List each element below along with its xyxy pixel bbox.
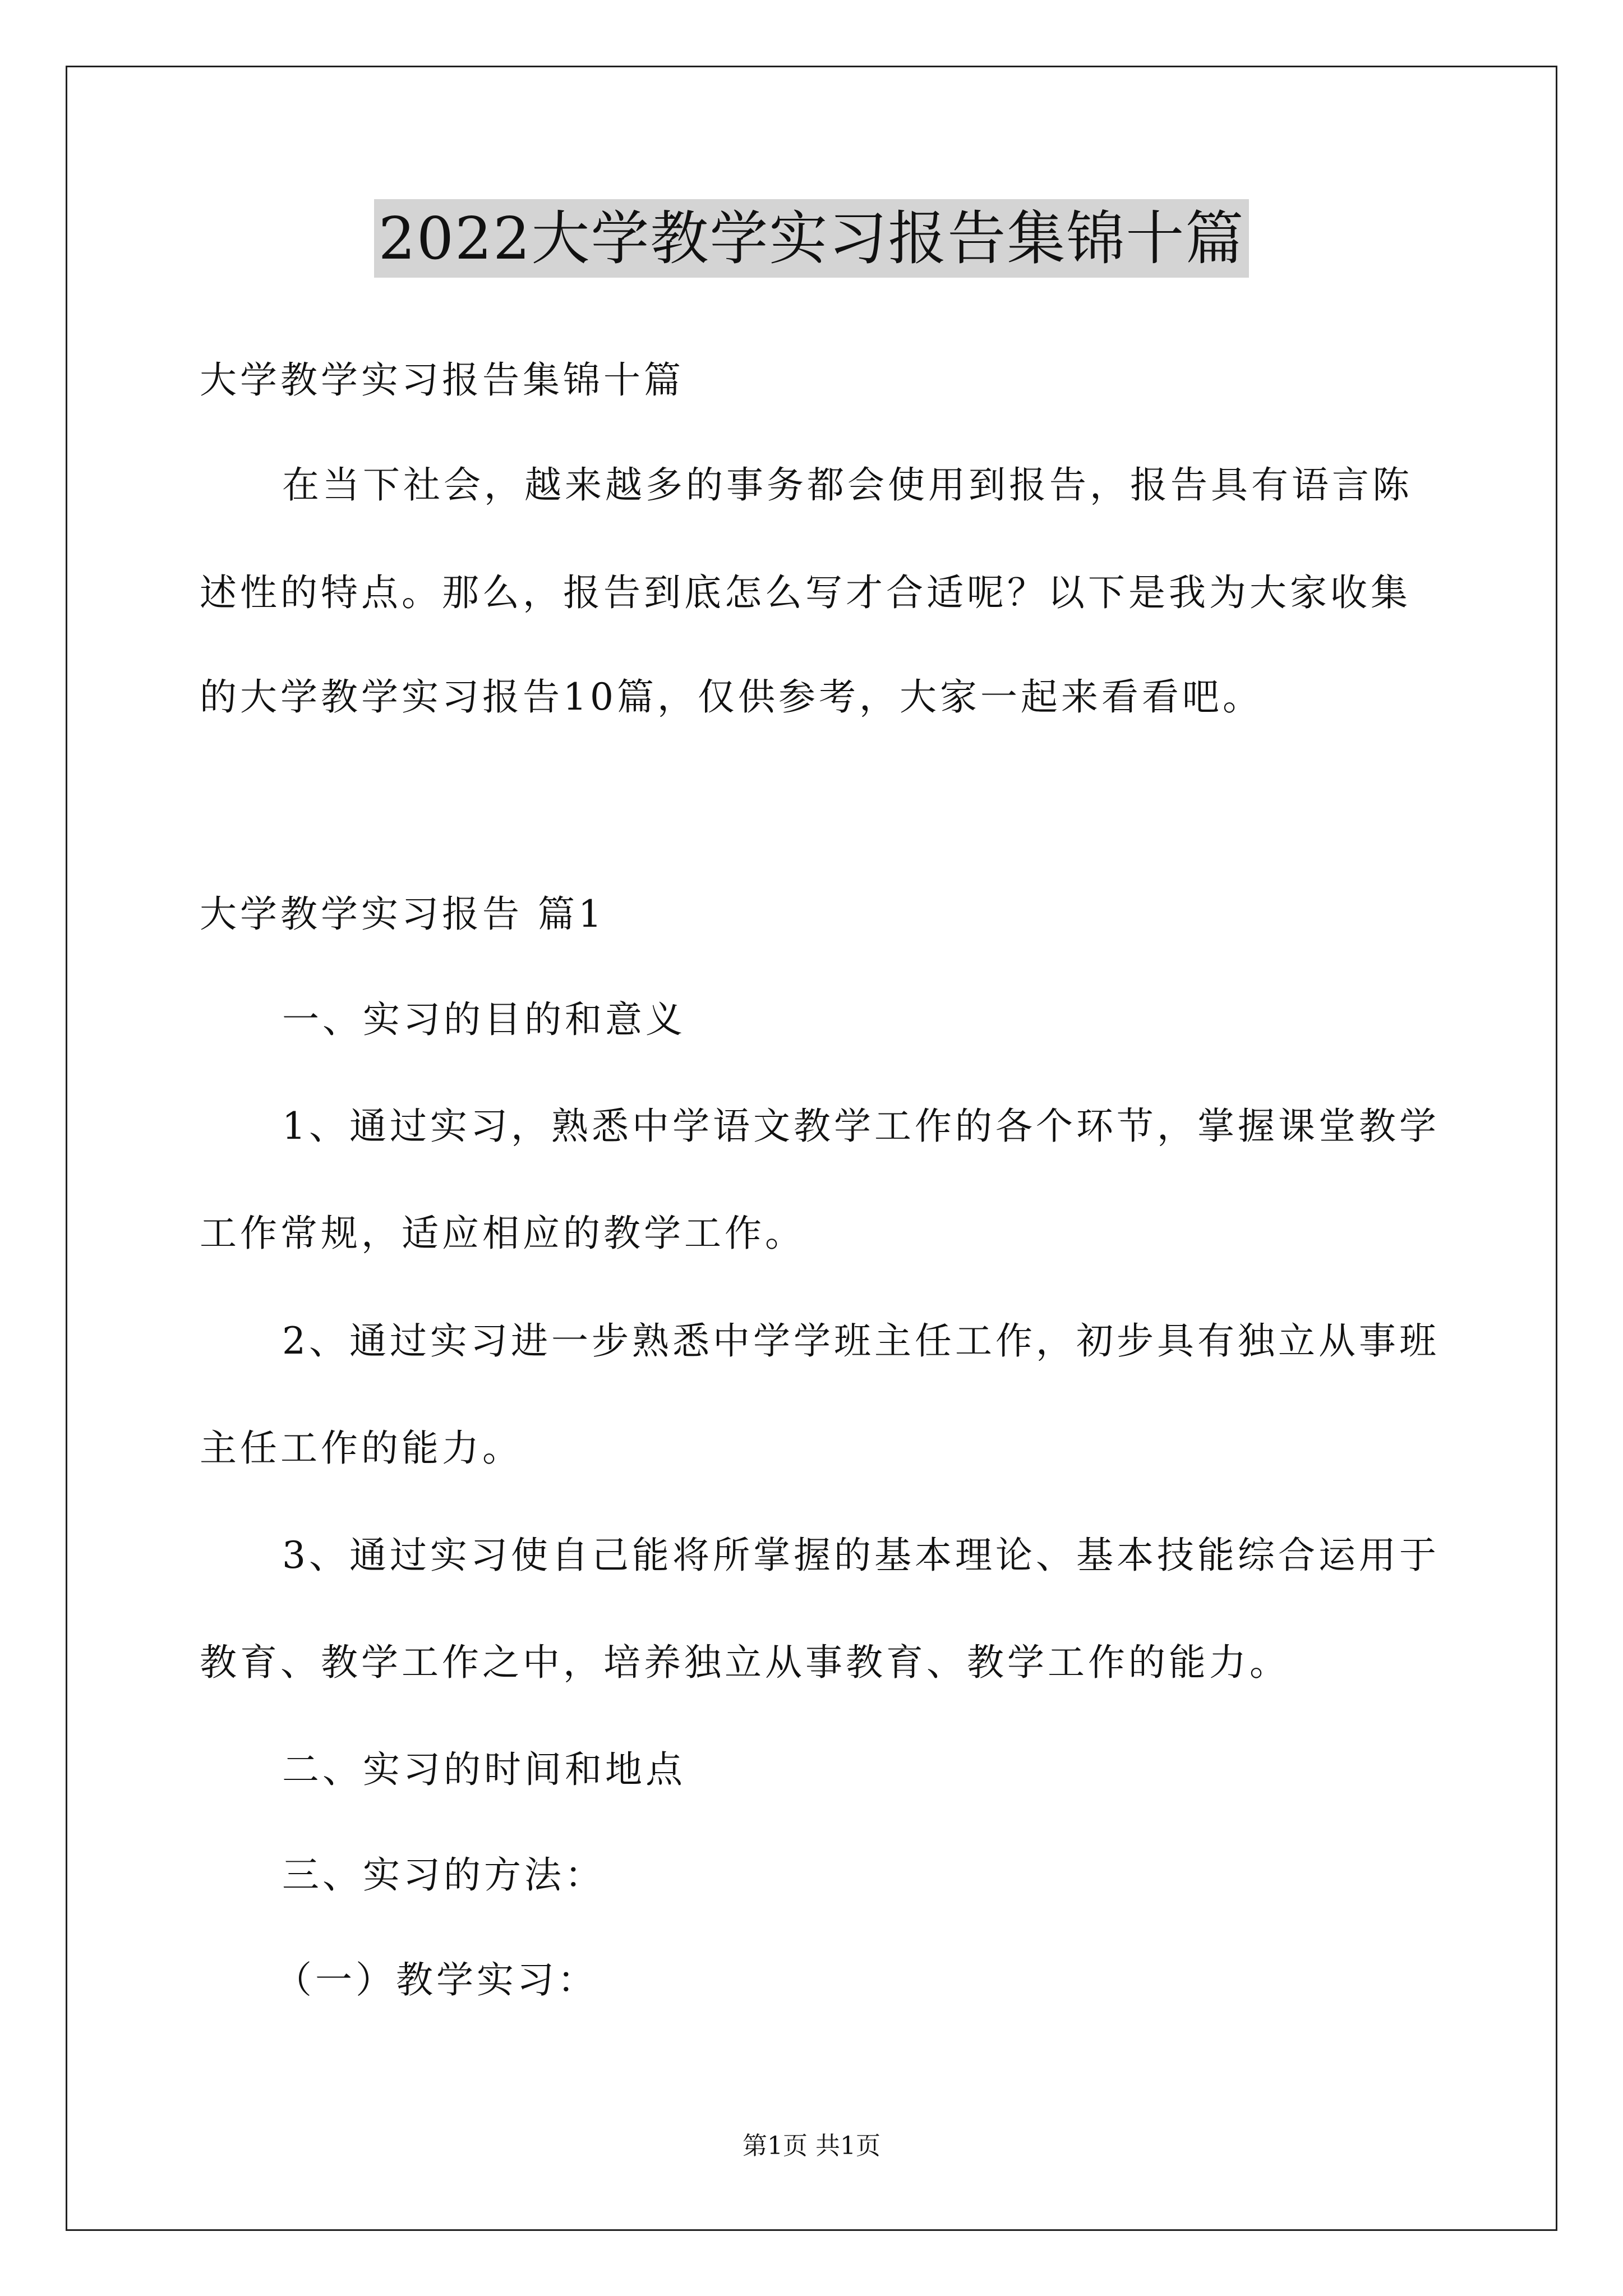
document-title: 2022大学教学实习报告集锦十篇 — [374, 199, 1249, 278]
paragraph-3-line-1: 3、通过实习使自己能将所掌握的基本理论、基本技能综合运用于 — [282, 1534, 1440, 1577]
paragraph-1-line-2: 工作常规，适应相应的教学工作。 — [200, 1212, 805, 1255]
section-heading: 大学教学实习报告 篇1 — [200, 892, 605, 936]
intro-line-1: 在当下社会，越来越多的事务都会使用到报告，报告具有语言陈 — [282, 463, 1413, 507]
paragraph-1-line-1: 1、通过实习，熟悉中学语文教学工作的各个环节，掌握课堂教学 — [282, 1105, 1440, 1148]
paragraph-3-line-2: 教育、教学工作之中，培养独立从事教育、教学工作的能力。 — [200, 1641, 1290, 1684]
document-subtitle: 大学教学实习报告集锦十篇 — [200, 358, 684, 402]
paragraph-2-line-1: 2、通过实习进一步熟悉中学学班主任工作，初步具有独立从事班 — [282, 1319, 1440, 1363]
paragraph-2-line-2: 主任工作的能力。 — [200, 1427, 523, 1470]
intro-line-3: 的大学教学实习报告10篇，仅供参考，大家一起来看看吧。 — [200, 675, 1263, 719]
heading-method: 三、实习的方法： — [282, 1853, 605, 1897]
page-footer: 第1页 共1页 — [743, 2132, 880, 2160]
heading-time-place: 二、实习的时间和地点 — [282, 1748, 686, 1791]
heading-teaching-practice: （一）教学实习： — [275, 1958, 598, 2001]
title-wrap — [0, 199, 1623, 278]
heading-purpose: 一、实习的目的和意义 — [282, 998, 686, 1041]
intro-line-2: 述性的特点。那么，报告到底怎么写才合适呢？以下是我为大家收集 — [200, 571, 1411, 614]
